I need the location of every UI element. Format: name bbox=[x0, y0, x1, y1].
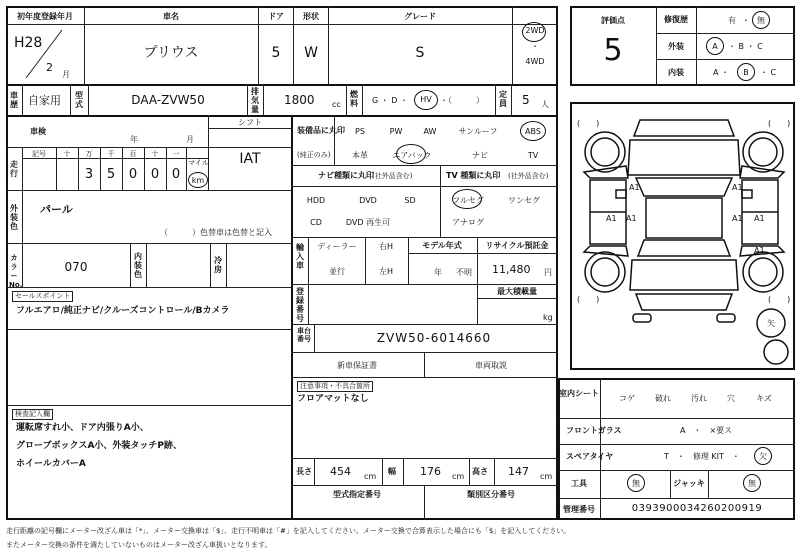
damage-mark: A1 bbox=[754, 246, 765, 255]
width-label: 幅 bbox=[388, 467, 396, 476]
navi-hdd: HDD bbox=[306, 196, 326, 205]
damage-mark: A1 bbox=[732, 214, 743, 223]
length-label: 長さ bbox=[296, 467, 312, 476]
damage-mark: A1 bbox=[732, 183, 743, 192]
height-unit: cm bbox=[540, 472, 553, 481]
length-value: 454 bbox=[330, 465, 351, 478]
width-value: 176 bbox=[420, 465, 441, 478]
mileage-unit-ju: 十 bbox=[151, 150, 159, 158]
jack-label: ジャッキ bbox=[673, 479, 705, 488]
manual-label: 車両取説 bbox=[475, 361, 507, 370]
equip-pw: PW bbox=[389, 127, 403, 136]
chassis-label: 車台番号 bbox=[297, 327, 311, 343]
mileage-unit-man: 万 bbox=[85, 150, 93, 158]
diagram-bracket: ( ) bbox=[768, 119, 791, 128]
diagram-bracket: ( ) bbox=[577, 295, 600, 304]
capacity-value: 5 bbox=[522, 93, 530, 107]
interior-seat-label: 室内シート bbox=[559, 389, 599, 398]
reg-number-label: 登録番号 bbox=[296, 287, 304, 323]
reg-era: H28 bbox=[14, 35, 43, 51]
navi-sd: SD bbox=[404, 196, 416, 205]
jack-value: 無 bbox=[748, 479, 756, 488]
damage-mark: A1 bbox=[606, 214, 617, 223]
seat-tear: 破れ bbox=[655, 394, 671, 403]
inspector-line: 運転席すれ小、ドア内張りA小、 bbox=[16, 423, 149, 433]
spare-tire-label: スペアタイヤ bbox=[566, 452, 614, 461]
length-unit: cm bbox=[364, 472, 377, 481]
displacement-label: 排気量 bbox=[251, 87, 259, 114]
grade-label: グレード bbox=[404, 12, 436, 21]
score-value: 5 bbox=[603, 33, 623, 68]
footer-note: 走行距離の記号欄にメーター改ざん車は「*」、メーター交換車は「$」、走行不明車は「#」を記入してください。メーター交換で合算表示した場合にも「$」を記入してください。 bbox=[6, 527, 571, 535]
chassis-number: ZVW50-6014660 bbox=[376, 331, 492, 345]
model-label: 型式 bbox=[75, 91, 83, 109]
notes-text: フロアマットなし bbox=[297, 394, 369, 404]
door-count: 5 bbox=[271, 45, 281, 61]
mileage-record-label: 記号 bbox=[32, 150, 46, 158]
mgmt-number-label: 管理番号 bbox=[563, 505, 595, 514]
repair-dot: ・ bbox=[742, 16, 750, 25]
max-load-label: 最大積載量 bbox=[497, 287, 537, 296]
shift-value: IAT bbox=[239, 151, 261, 167]
ac-label: 冷房 bbox=[214, 256, 222, 274]
navi-cd: CD bbox=[310, 218, 322, 227]
notes-label: 注意事項・不具合箇所 bbox=[297, 381, 373, 392]
interior-grade-a: A ・ bbox=[713, 68, 730, 77]
navi-title: ナビ種類に丸印 bbox=[318, 171, 374, 180]
equip-abs: ABS bbox=[525, 127, 541, 136]
capacity-label: 定員 bbox=[499, 90, 507, 108]
body-shape: W bbox=[304, 45, 318, 61]
tv-analog: アナログ bbox=[452, 218, 484, 227]
repair-yes: 有 bbox=[728, 16, 736, 25]
windshield-value: A ・ ×要ス bbox=[680, 426, 733, 435]
seat-scratch: キズ bbox=[756, 394, 772, 403]
equip-tv: TV bbox=[527, 151, 539, 160]
shape-label: 形状 bbox=[303, 12, 319, 21]
model-year-label: モデル年式 bbox=[422, 241, 462, 250]
seat-burn: コゲ bbox=[619, 394, 635, 403]
import-label: 輸入車 bbox=[296, 243, 304, 270]
import-lh: 左H bbox=[378, 267, 394, 276]
inspector-line: ホイールカバーA bbox=[16, 459, 86, 469]
inspector-line: グローブボックスA小、外装タッチP跡、 bbox=[16, 441, 183, 451]
grade-value: S bbox=[415, 45, 425, 61]
drive-4wd: 4WD bbox=[525, 57, 545, 66]
tools-label: 工具 bbox=[571, 479, 587, 488]
fuel-label: 燃料 bbox=[350, 90, 358, 108]
windshield-label: フロントガラス bbox=[566, 426, 622, 435]
navi-dvd: DVD bbox=[359, 196, 377, 205]
mileage-mile-label: マイル bbox=[188, 159, 209, 167]
mileage-digit: 5 bbox=[106, 167, 116, 182]
damage-mark: A1 bbox=[754, 214, 765, 223]
usage-value: 自家用 bbox=[28, 94, 61, 107]
mileage-digit: 0 bbox=[171, 167, 181, 182]
interior-grade-label: 内装 bbox=[668, 68, 684, 77]
exterior-grade-a: A bbox=[712, 42, 718, 51]
class-number-label: 類別区分番号 bbox=[467, 490, 515, 499]
navi-sub: (社外品含む) bbox=[372, 172, 413, 180]
exterior-grade-rest: ・ B ・ C bbox=[728, 42, 763, 51]
max-load-unit: kg bbox=[543, 313, 553, 322]
interior-grade-b: B bbox=[743, 68, 749, 77]
reg-month: 2 bbox=[46, 61, 53, 74]
type-approval-label: 型式指定番号 bbox=[333, 490, 381, 499]
car-name-label: 車名 bbox=[163, 12, 179, 21]
color-no-label: カラーNo. bbox=[9, 254, 23, 289]
displacement-unit: cc bbox=[332, 100, 341, 109]
car-name: プリウス bbox=[143, 45, 199, 61]
drive-dot: ・ bbox=[531, 42, 539, 51]
displacement-value: 1800 bbox=[284, 93, 315, 107]
recycle-label: リサイクル預託金 bbox=[485, 241, 549, 250]
drive-2wd: 2WD bbox=[525, 26, 545, 35]
inspector-label: 検査記入欄 bbox=[12, 409, 53, 420]
width-unit: cm bbox=[452, 472, 465, 481]
import-dealer: ディーラー bbox=[317, 242, 357, 251]
equipment-label: 装備品に丸印 bbox=[297, 126, 345, 135]
diagram-bracket: ( ) bbox=[768, 295, 791, 304]
seat-stain: 汚れ bbox=[691, 394, 707, 403]
mileage-unit-ichi: 一 bbox=[172, 150, 180, 158]
repair-none: 無 bbox=[757, 16, 765, 25]
reg-year-label: 初年度登録年月 bbox=[17, 12, 73, 21]
mileage-digit: 3 bbox=[84, 167, 94, 182]
sales-point-text: フルエアロ/純正ナビ/クルーズコントロール/Bカメラ bbox=[16, 306, 230, 316]
interior-color-label: 内装色 bbox=[134, 252, 142, 279]
mgmt-number: 0393900034260200919 bbox=[631, 503, 763, 514]
height-label: 高さ bbox=[472, 467, 488, 476]
exterior-grade-label: 外装 bbox=[668, 42, 684, 51]
seat-hole: 穴 bbox=[727, 394, 735, 403]
recycle-unit: 円 bbox=[544, 268, 552, 277]
exterior-color: パール bbox=[40, 203, 73, 216]
sales-point-label: セールスポイント bbox=[12, 291, 73, 302]
usage-label: 車歴 bbox=[10, 91, 18, 109]
door-label: ドア bbox=[268, 12, 284, 21]
equip-ps: PS bbox=[355, 127, 365, 136]
navi-dvd-play: DVD 再生可 bbox=[345, 218, 391, 227]
mileage-digit: 0 bbox=[128, 167, 138, 182]
mileage-unit-10k: 十 bbox=[63, 150, 71, 158]
repair-label: 修復歴 bbox=[664, 15, 688, 24]
equip-navi: ナビ bbox=[472, 151, 488, 160]
equip-airbag: エアバック bbox=[392, 151, 432, 160]
shift-label: シフト bbox=[238, 118, 262, 127]
reg-month-unit: 月 bbox=[62, 70, 70, 79]
spare-none: 欠 bbox=[759, 452, 767, 461]
model-year-unit: 年 bbox=[434, 268, 442, 277]
tools-value: 無 bbox=[632, 479, 640, 488]
exterior-note: （ ）色替車は色替と記入 bbox=[160, 228, 272, 237]
inspection-year: 年 bbox=[130, 135, 138, 144]
spare-tire-options: T ・ 修理 KIT ・ bbox=[664, 452, 740, 461]
fuel-options: G ・ D ・ bbox=[372, 96, 408, 105]
capacity-unit: 人 bbox=[541, 100, 549, 109]
recycle-value: 11,480 bbox=[492, 263, 531, 276]
footer-note: またメーター交換の条件を満たしていないものはメーター改ざん車扱いとなります。 bbox=[6, 541, 272, 549]
mileage-label: 走行 bbox=[10, 160, 18, 178]
score-label: 評価点 bbox=[601, 16, 625, 25]
interior-grade-rest: ・ C bbox=[760, 68, 777, 77]
height-value: 147 bbox=[508, 465, 529, 478]
inspection-month: 月 bbox=[186, 135, 194, 144]
import-rh: 右H bbox=[378, 242, 394, 251]
equip-aw: AW bbox=[423, 127, 437, 136]
equip-leather: 本革 bbox=[352, 151, 368, 160]
fuel-other: ・（ ） bbox=[440, 96, 484, 105]
exterior-label: 外装色 bbox=[10, 204, 18, 231]
model-year-unknown: 不明 bbox=[456, 268, 472, 277]
color-no-value: 070 bbox=[64, 260, 88, 274]
diagram-bracket: ( ) bbox=[577, 119, 600, 128]
equipment-sub: (純正のみ) bbox=[297, 151, 331, 159]
mileage-unit-hyaku: 百 bbox=[129, 150, 137, 158]
model-value: DAA-ZVW50 bbox=[131, 93, 205, 107]
tv-fullseg: フルセグ bbox=[452, 196, 484, 205]
damage-mark: A1 bbox=[629, 183, 640, 192]
inspection-label: 車検 bbox=[30, 127, 46, 136]
equip-sunroof: サンルーフ bbox=[458, 127, 498, 136]
damage-mark: A1 bbox=[626, 214, 637, 223]
warranty-label: 新車保証書 bbox=[337, 361, 377, 370]
import-parallel: 並行 bbox=[329, 267, 345, 276]
mileage-unit-sen: 千 bbox=[107, 150, 115, 158]
mileage-km: km bbox=[191, 176, 205, 185]
mileage-digit: 0 bbox=[150, 167, 160, 182]
tv-title: TV 種類に丸印 bbox=[446, 171, 501, 180]
tv-oneseg: ワンセグ bbox=[508, 196, 540, 205]
tv-sub: (社外品含む) bbox=[508, 172, 549, 180]
fuel-hv: HV bbox=[420, 95, 432, 104]
diagram-ya-mark: 矢 bbox=[767, 319, 775, 328]
